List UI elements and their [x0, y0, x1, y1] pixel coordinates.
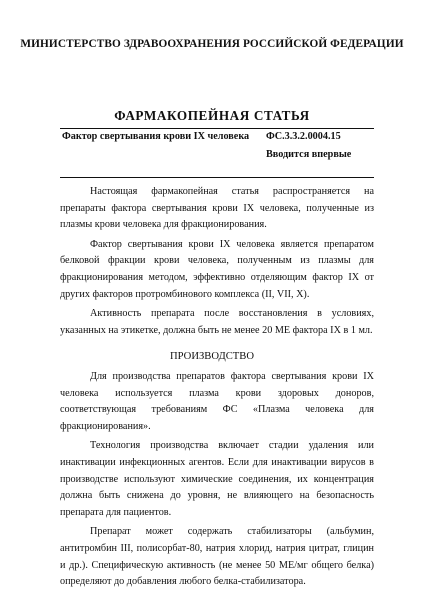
ministry-heading: МИНИСТЕРСТВО ЗДРАВООХРАНЕНИЯ РОССИЙСКОЙ ФЕДЕРАЦИИ	[20, 38, 404, 50]
article-code: ФС.3.3.2.0004.15	[266, 131, 341, 142]
production-section	[60, 369, 374, 594]
production-paragraph: Препарат может содержать стабилизаторы (альбумин, антитромбин III, полисорбат-80, натрия хлорид, натрия цитрат, глицин и др.). Специфическую активность (не менее 50 МЕ/мг общего белка) определяют до добавления любого белка-стабилизатора.	[60, 526, 374, 588]
intro-paragraph: Настоящая фармакопейная статья распространяется на препараты фактора свертывания крови IX человека, полученные из плазмы крови человека для фракционирования.	[60, 186, 374, 231]
article-name: Фактор свертывания крови IX человека	[62, 131, 250, 142]
intro-section	[60, 184, 374, 342]
divider-bottom	[60, 177, 374, 178]
production-paragraph: Технология производства включает стадии удаления или инактивации инфекционных агентов. Если для инактивации вирусов в производстве используют химические соединения, их концентрация должна быть снижена до уровня, не влияющего на безопасность препарата для пациентов.	[60, 440, 374, 518]
document-title: ФАРМАКОПЕЙНАЯ СТАТЬЯ	[114, 108, 310, 123]
divider-top	[60, 128, 374, 129]
intro-paragraph: Активность препарата после восстановления в условиях, указанных на этикетке, должна быть не менее 20 МЕ фактора IX в 1 мл.	[60, 308, 374, 336]
article-status: Вводится впервые	[266, 149, 352, 160]
production-paragraph: Для производства препаратов фактора свертывания крови IX человека используется плазма крови здоровых доноров, соответствующая требованиям ФС «Плазма человека для фракционирования».	[60, 371, 374, 432]
intro-paragraph: Фактор свертывания крови IX человека является препаратом белковой фракции крови человека, полученным из плазмы для фракционирования методом, эффективно отделяющим фактор IX от других факторов протромбинового комплекса (II, VII, X).	[60, 238, 374, 300]
production-heading: ПРОИЗВОДСТВО	[170, 351, 254, 362]
